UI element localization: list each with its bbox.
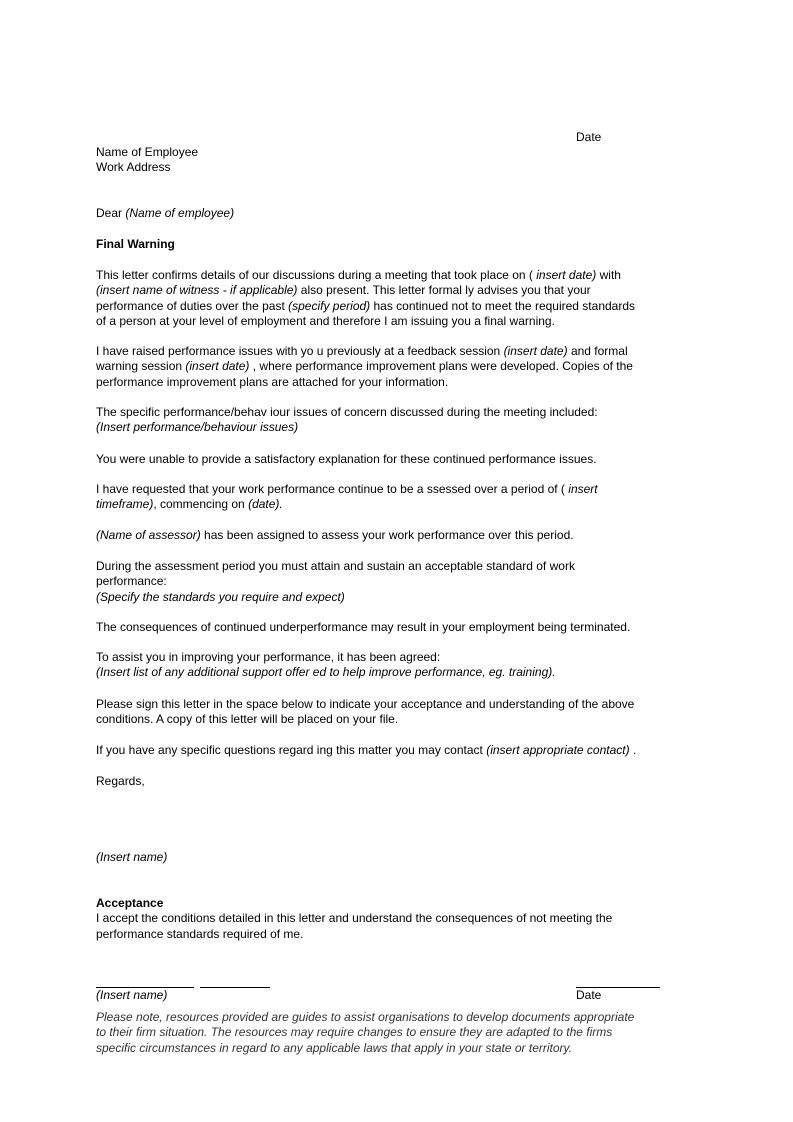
p5-placeholder-timeframe: timeframe) bbox=[96, 497, 154, 512]
p7-placeholder-standards: (Specify the standards you require and expect) bbox=[96, 589, 345, 604]
p2-placeholder-date: (insert date) bbox=[185, 359, 250, 374]
p1-text: also present. This letter formal ly advises you that your bbox=[300, 283, 591, 298]
acceptance-heading: Acceptance bbox=[96, 896, 164, 910]
p1-text: This letter confirms details of our discussions during a meeting that took place on ( bbox=[96, 268, 533, 282]
salutation-placeholder: (Name of employee) bbox=[125, 206, 235, 220]
employee-name: Name of Employee bbox=[96, 145, 199, 159]
p2-text: , where performance improvement plans were developed. Copies of the bbox=[252, 359, 633, 374]
note-text: specific circumstances in regard to any applicable laws that apply in your state or territory. bbox=[96, 1040, 572, 1055]
p9-text: To assist you in improving your performance, it has been agreed: bbox=[96, 650, 441, 664]
p5-text: , commencing on bbox=[153, 497, 245, 512]
p1-text: with bbox=[599, 268, 621, 282]
p7-text: During the assessment period you must attain and sustain an acceptable standard of work bbox=[96, 559, 575, 573]
salutation bbox=[96, 206, 234, 221]
p1-placeholder-period: (specify period) bbox=[288, 298, 371, 313]
p7-text: performance: bbox=[96, 574, 167, 589]
p1-text: of a person at your level of employment and therefore I am issuing you a final warning. bbox=[96, 314, 555, 329]
p2-text: and formal bbox=[570, 344, 628, 358]
p3-text: The specific performance/behav iour issues of concern discussed during the meeting included: bbox=[96, 405, 598, 419]
letter-title: Final Warning bbox=[96, 237, 175, 251]
p1-text: performance of duties over the past bbox=[96, 298, 285, 313]
p6-text: has been assigned to assess your work performance over this period. bbox=[204, 528, 574, 542]
paragraph-meeting-details bbox=[96, 268, 706, 330]
p11-text: If you have any specific questions regard ing this matter you may contact bbox=[96, 743, 483, 757]
paragraph-specific-issues bbox=[96, 405, 706, 436]
p2-placeholder-date: (insert date) bbox=[503, 344, 568, 358]
p5-placeholder-date: (date). bbox=[248, 497, 283, 512]
p11-placeholder-contact: (insert appropriate contact) bbox=[486, 743, 630, 757]
work-address: Work Address bbox=[96, 160, 171, 174]
paragraph-sign-request bbox=[96, 697, 706, 728]
p6-placeholder-assessor: (Name of assessor) bbox=[96, 528, 201, 542]
p1-text: has continued not to meet the required standards bbox=[373, 298, 636, 313]
signature-name-label: (Insert name) bbox=[96, 988, 168, 1002]
salutation-prefix: Dear bbox=[96, 206, 123, 220]
p9-placeholder-support: (Insert list of any additional support offer ed to help improve performance, eg. training). bbox=[96, 665, 556, 680]
p5-text: I have requested that your work performance continue to be a ssessed over a period of ( bbox=[96, 482, 565, 496]
p10-text: Please sign this letter in the space below to indicate your acceptance and understanding of the above bbox=[96, 697, 635, 711]
paragraph-consequences bbox=[96, 620, 706, 635]
p2-text: performance improvement plans are attached for your information. bbox=[96, 374, 449, 389]
acceptance-section bbox=[96, 896, 706, 942]
p1-placeholder-date: insert date) bbox=[536, 268, 597, 282]
p1-placeholder-witness: (insert name of witness - if applicable) bbox=[96, 283, 298, 298]
paragraph-support bbox=[96, 650, 706, 681]
paragraph-explanation bbox=[96, 452, 706, 467]
acceptance-text: I accept the conditions detailed in this letter and understand the consequences of not meeting the bbox=[96, 911, 613, 926]
paragraph-assessment-period bbox=[96, 482, 706, 513]
header-date: Date bbox=[576, 130, 602, 144]
p3-placeholder-issues: (Insert performance/behaviour issues) bbox=[96, 420, 299, 435]
signer-name: (Insert name) bbox=[96, 850, 168, 864]
p2-text: warning session bbox=[96, 359, 183, 374]
disclaimer-note bbox=[96, 1010, 706, 1056]
p8-text: The consequences of continued underperformance may result in your employment being terminated. bbox=[96, 620, 631, 634]
paragraph-previous-issues bbox=[96, 344, 706, 390]
p5-placeholder-timeframe: insert bbox=[568, 482, 598, 496]
signature-date-label: Date bbox=[576, 988, 602, 1002]
signature-line bbox=[200, 987, 270, 988]
p2-text: I have raised performance issues with yo u previously at a feedback session bbox=[96, 344, 501, 358]
closing: Regards, bbox=[96, 774, 145, 788]
note-text: to their firm situation. The resources may require changes to ensure they are adapted to the firms bbox=[96, 1025, 613, 1040]
p11-text: . bbox=[632, 743, 637, 757]
paragraph-standards bbox=[96, 559, 706, 605]
note-text: Please note, resources provided are guides to assist organisations to develop documents appropriate bbox=[96, 1010, 635, 1024]
acceptance-text: performance standards required of me. bbox=[96, 926, 304, 941]
paragraph-contact bbox=[96, 743, 706, 758]
p10-text: conditions. A copy of this letter will be placed on your file. bbox=[96, 712, 399, 727]
p4-text: You were unable to provide a satisfactory explanation for these continued performance issues. bbox=[96, 452, 597, 466]
paragraph-assessor bbox=[96, 528, 706, 543]
